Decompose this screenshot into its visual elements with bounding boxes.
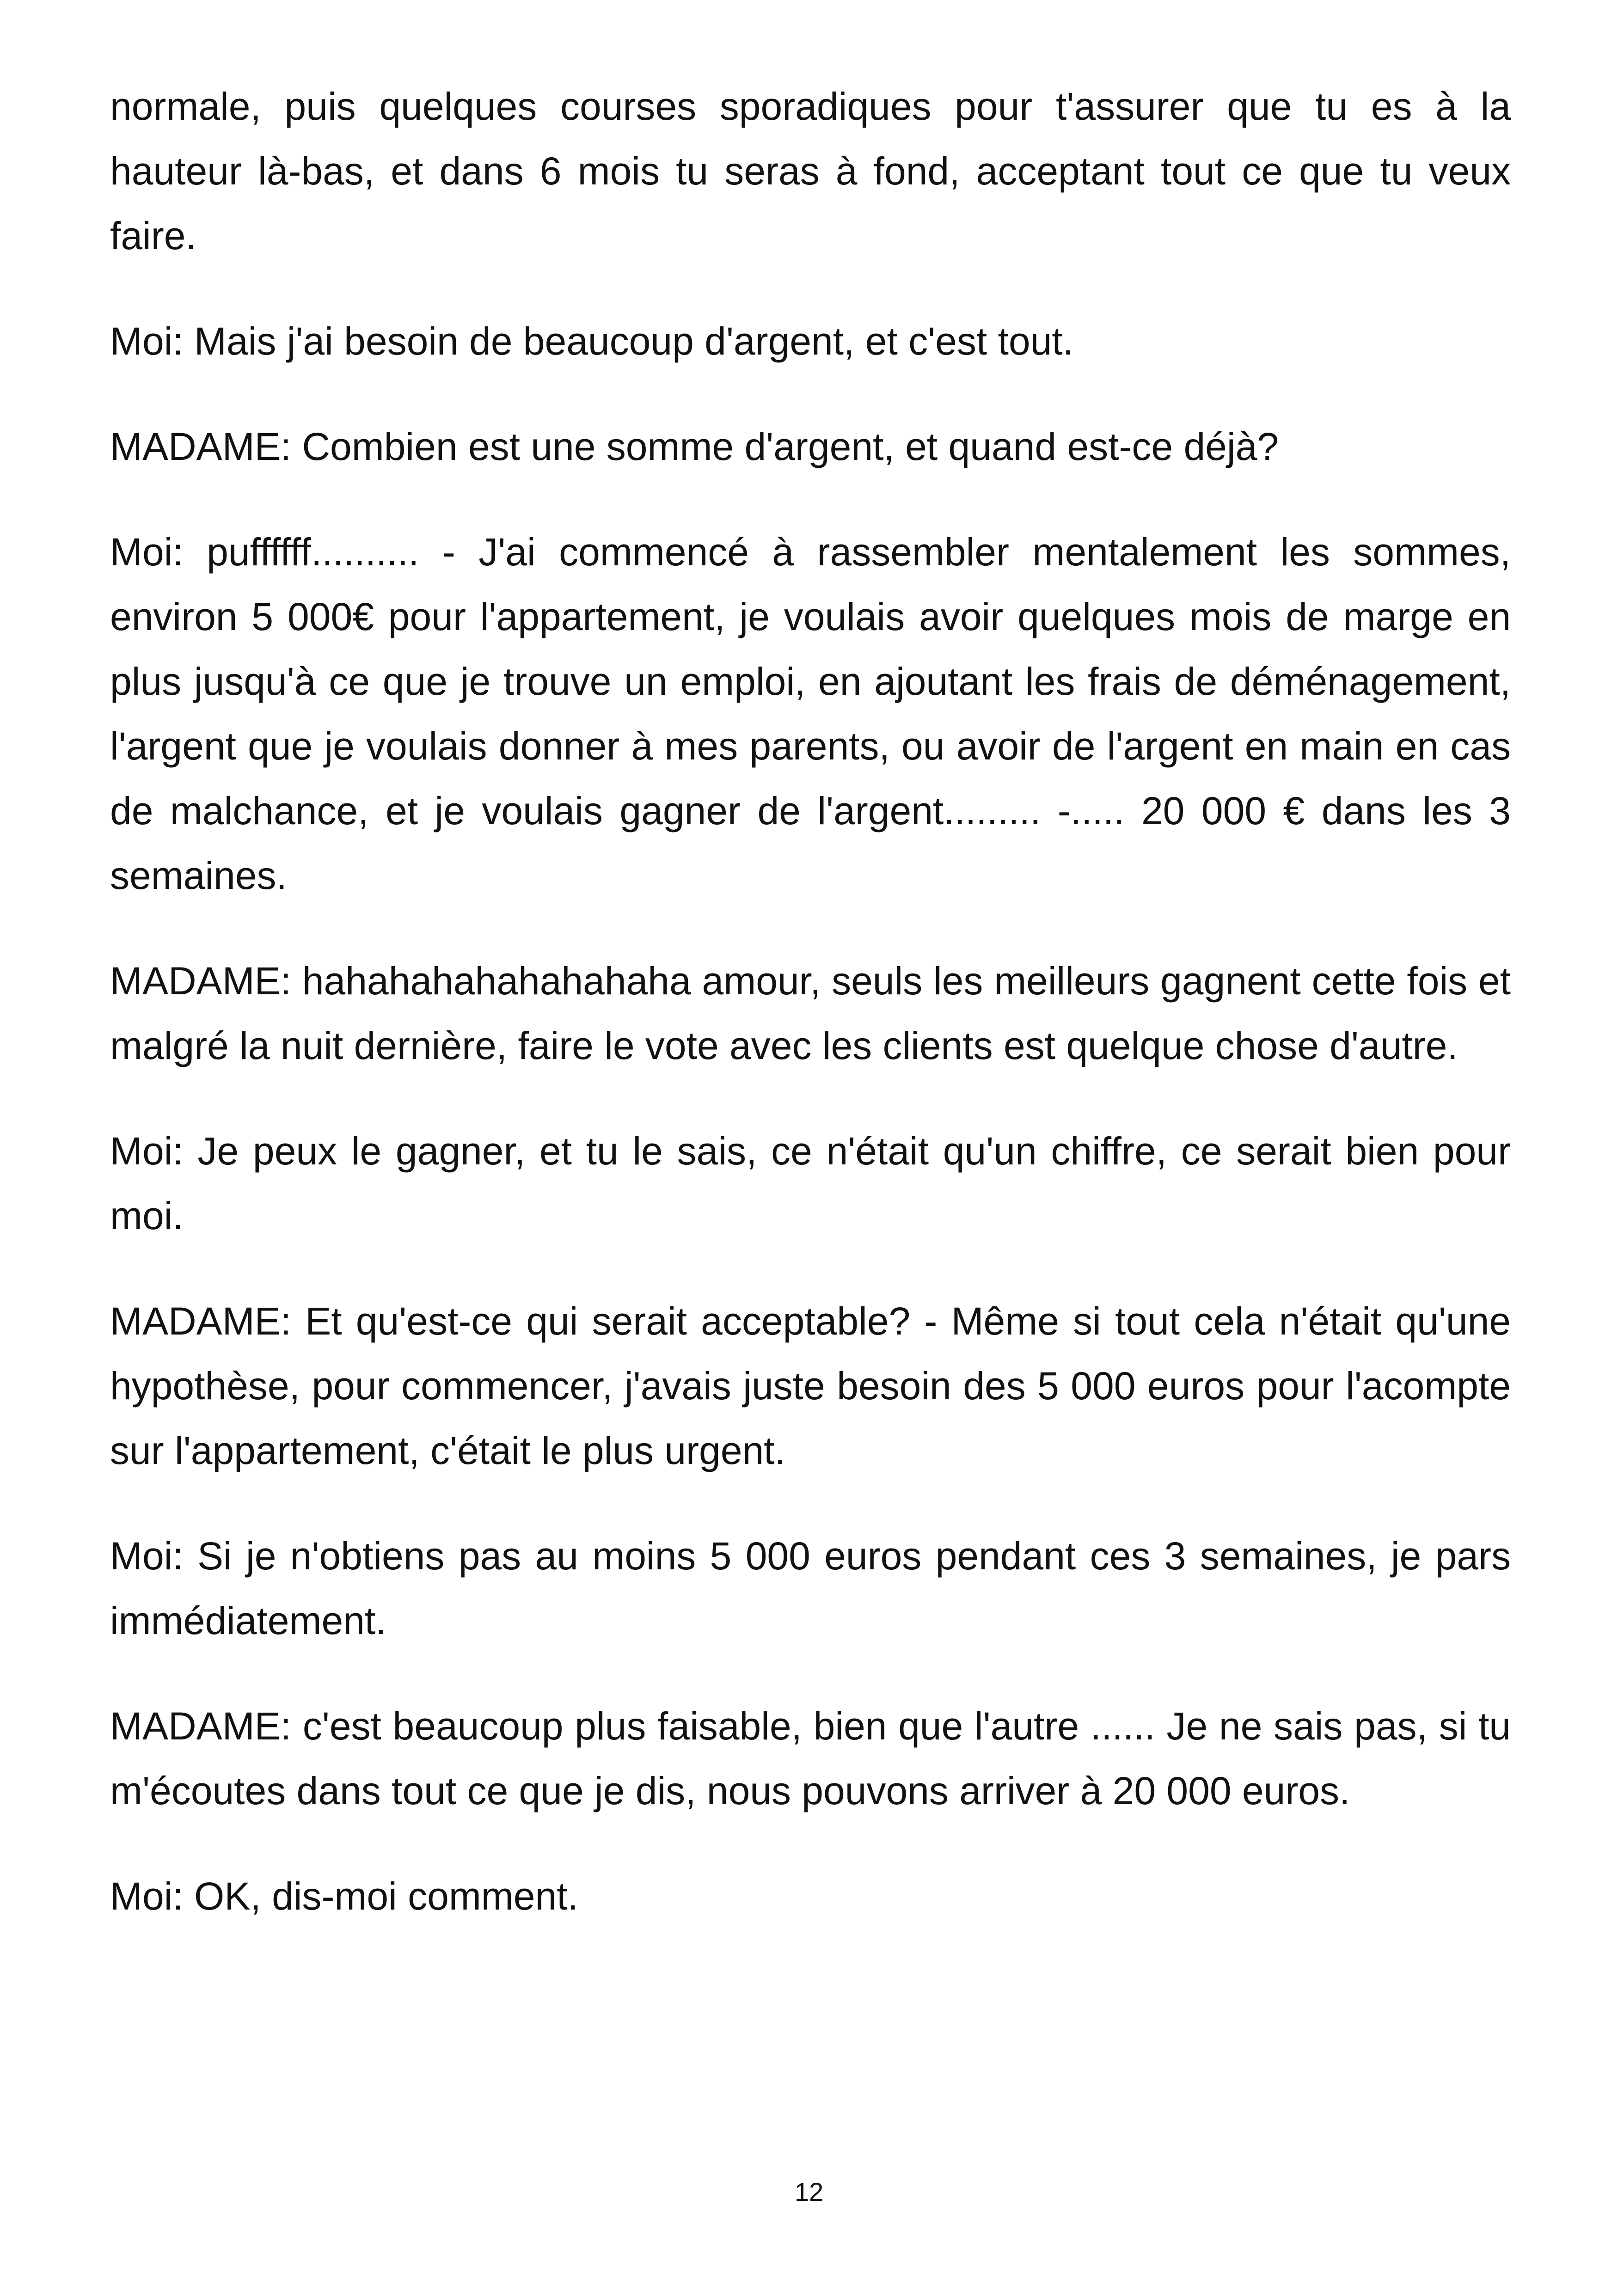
paragraph-dialogue-moi: Moi: Si je n'obtiens pas au moins 5 000 euros pendant ces 3 semaines, je pars immédiatement. bbox=[110, 1534, 1511, 1642]
paragraph-dialogue-moi: Moi: Je peux le gagner, et tu le sais, ce n'était qu'un chiffre, ce serait bien pour moi. bbox=[110, 1129, 1511, 1237]
paragraph-dialogue-madame: MADAME: c'est beaucoup plus faisable, bien que l'autre ...... Je ne sais pas, si tu m'écoutes dans tout ce que je dis, nous pouvons arriver à 20 000 euros. bbox=[110, 1704, 1511, 1812]
paragraph-narration: normale, puis quelques courses sporadiques pour t'assurer que tu es à la hauteur là-bas, et dans 6 mois tu seras à fond, acceptant tout ce que tu veux faire. bbox=[110, 85, 1511, 257]
paragraph-dialogue-madame: MADAME: Et qu'est-ce qui serait acceptable? - Même si tout cela n'était qu'une hypothèse, pour commencer, j'avais juste besoin des 5 000 euros pour l'acompte sur l'appartement, c'était le plus urgent. bbox=[110, 1299, 1511, 1472]
text-body bbox=[110, 74, 1511, 1969]
paragraph-dialogue-madame: MADAME: hahahahahahahahaha amour, seuls les meilleurs gagnent cette fois et malgré la nuit dernière, faire le vote avec les clients est quelque chose d'autre. bbox=[110, 959, 1511, 1067]
paragraph-dialogue-madame: MADAME: Combien est une somme d'argent, et quand est-ce déjà? bbox=[110, 425, 1279, 468]
paragraph-dialogue-moi: Moi: OK, dis-moi comment. bbox=[110, 1874, 578, 1918]
page-number: 12 bbox=[794, 2177, 824, 2206]
paragraph-dialogue-moi: Moi: puffffff.......... - J'ai commencé à rassembler mentalement les sommes, environ 5 000€ pour l'appartement, je voulais avoir quelques mois de marge en plus jusqu'à ce que je trouve un emploi, en ajoutant les frais de déménagement, l'argent que je voulais donner à mes parents, ou avoir de l'argent en main en cas de malchance, et je voulais gagner de l'argent......... -..... 20 000 € dans les 3 semaines. bbox=[110, 530, 1511, 897]
paragraph-dialogue-moi: Moi: Mais j'ai besoin de beaucoup d'argent, et c'est tout. bbox=[110, 319, 1074, 363]
